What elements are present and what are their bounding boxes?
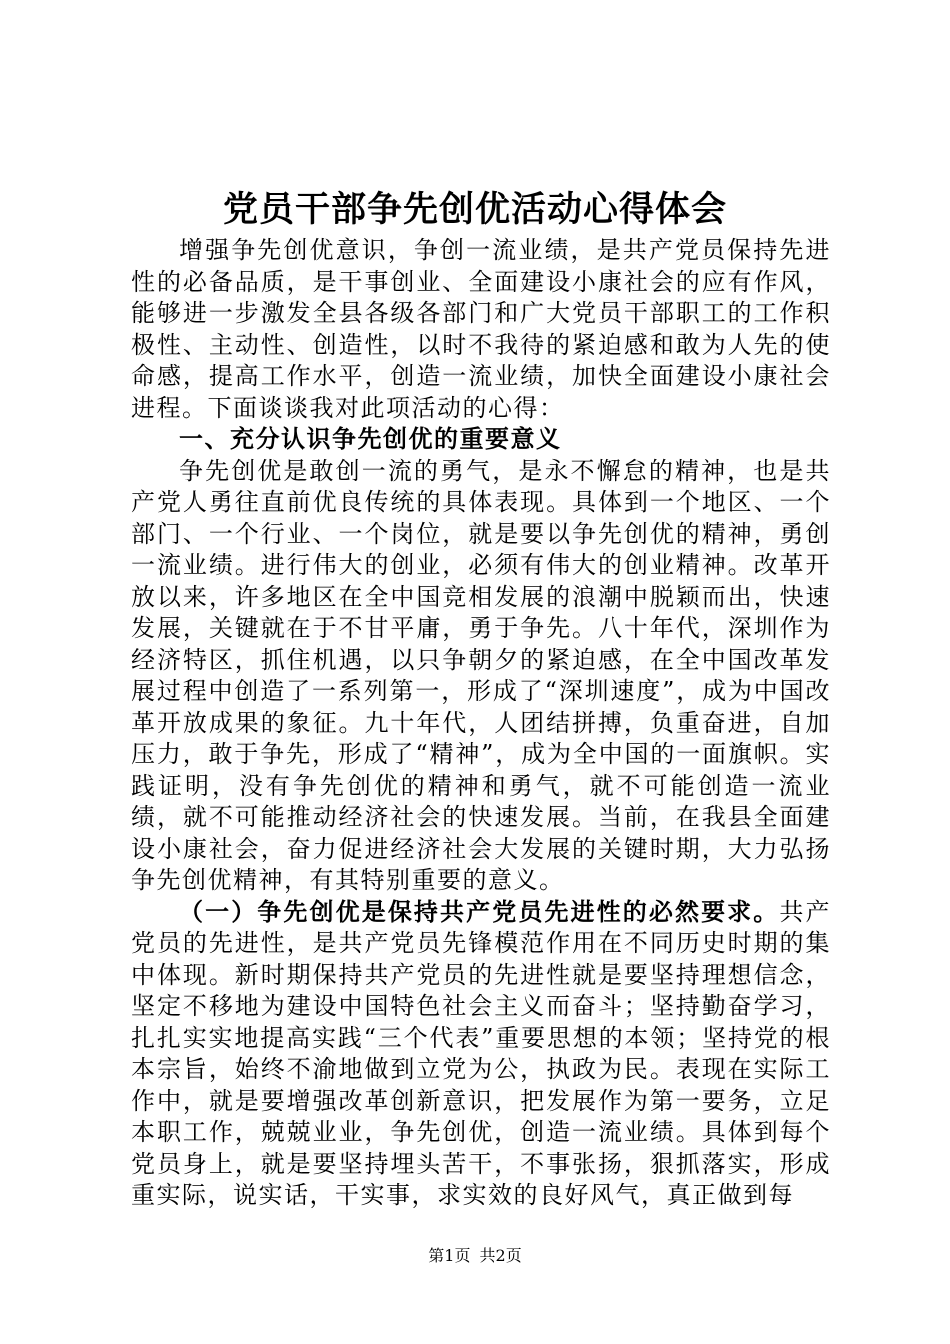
subsection-heading: （一）争先创优是保持共产党员先进性的必然要求。 [179, 897, 780, 926]
section-heading: 一、充分认识争先创优的重要意义 [179, 425, 562, 453]
subsection-paragraph [131, 897, 831, 1212]
document-title: 党员干部争先创优活动心得体会 [222, 190, 727, 230]
page-footer [0, 1246, 950, 1266]
page-total: 共2页 [479, 1246, 522, 1265]
subsection-body: 共产党员的先进性，是共产党员先锋模范作用在不同历史时期的集中体现。新时期保持共产党员的先进性就是要坚持理想信念，坚定不移地为建设中国特色社会主义而奋斗；坚持勤奋学习，扎扎实实地提高实践“三个代表”重要思想的本领；坚持党的根本宗旨，始终不渝地做到立党为公，执政为民。表现在实际工作中，就是要增强改革创新意识，把发展作为第一要务，立足本职工作，兢兢业业，争先创优，创造一流业绩。具体到每个党员身上，就是要坚持埋头苦干，不事张扬，狠抓落实，形成重实际，说实话，干实事，求实效的良好风气，真正做到每 [131, 897, 832, 1209]
page-number: 第1页 [428, 1246, 471, 1265]
intro-paragraph: 增强争先创优意识，争创一流业绩，是共产党员保持先进性的必备品质，是干事创业、全面建设小康社会的应有作风，能够进一步激发全县各级各部门和广大党员干部职工的工作积极性、主动性、创造性，以时不我待的紧迫感和敢为人先的使命感，提高工作水平，创造一流业绩，加快全面建设小康社会进程。下面谈谈我对此项活动的心得： [131, 236, 831, 422]
section-paragraph: 争先创优是敢创一流的勇气，是永不懈怠的精神，也是共产党人勇往直前优良传统的具体表现。具体到一个地区、一个部门、一个行业、一个岗位，就是要以争先创优的精神，勇创一流业绩。进行伟大的创业，必须有伟大的创业精神。改革开放以来，许多地区在全中国竞相发展的浪潮中脱颖而出，快速发展，关键就在于不甘平庸，勇于争先。八十年代，深圳作为经济特区，抓住机遇，以只争朝夕的紧迫感，在全中国改革发展过程中创造了一系列第一，形成了“深圳速度”，成为中国改革开放成果的象征。九十年代，人团结拼搏，负重奋进，自加压力，敢于争先，形成了“精神”，成为全中国的一面旗帜。实践证明，没有争先创优的精神和勇气，就不可能创造一流业绩，就不可能推动经济社会的快速发展。当前，在我县全面建设小康社会，奋力促进经济社会大发展的关键时期，大力弘扬争先创优精神，有其特别重要的意义。 [131, 456, 831, 894]
document-body [131, 235, 831, 1212]
